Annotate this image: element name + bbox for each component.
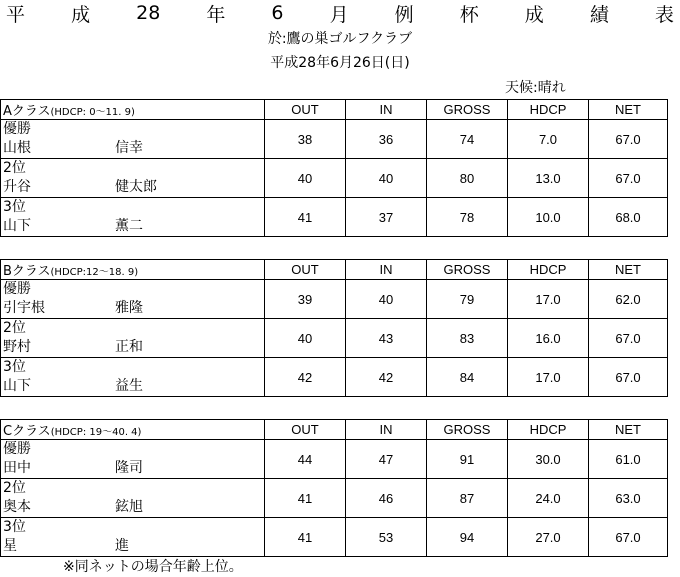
class-label [1,420,265,440]
player-surname: 星 [3,538,17,554]
player-given-name: 益生 [115,378,143,394]
class-hdcp-range: (HDCP: 19〜40. 4) [50,427,142,438]
title-char: 28 [136,2,161,24]
score-net: 62.0 [589,280,668,319]
column-header-in: IN [346,260,427,280]
score-gross: 80 [427,159,508,198]
score-net: 63.0 [589,479,668,518]
class-hdcp-range: (HDCP:12〜18. 9) [50,267,139,278]
score-net: 68.0 [589,198,668,237]
player-cell [1,440,265,479]
player-surname: 山根 [3,140,31,156]
title-char: 績 [589,3,609,26]
score-gross: 78 [427,198,508,237]
column-header-in: IN [346,420,427,440]
title-char: 年 [206,3,226,26]
player-cell [1,159,265,198]
player-name [3,217,264,236]
table-row [1,159,668,198]
score-net: 67.0 [589,159,668,198]
player-name [3,139,264,158]
venue: 於:鷹の巣ゴルフクラブ [267,31,413,47]
player-cell [1,120,265,159]
rank-label: 優勝 [3,281,31,297]
player-surname: 升谷 [3,179,31,195]
player-given-name: 薫二 [115,218,143,234]
rank-label: 3位 [3,359,26,375]
class-c-table-block [0,419,667,557]
score-out: 41 [265,479,346,518]
weather: 天候:晴れ [505,80,566,96]
score-hdcp: 7.0 [508,120,589,159]
score-net: 67.0 [589,518,668,557]
rank-label: 3位 [3,519,26,535]
score-out: 38 [265,120,346,159]
player-cell [1,518,265,557]
footnote: ※同ネットの場合年齢上位。 [63,559,243,575]
player-cell [1,479,265,518]
class-b-table-block [0,259,667,397]
score-in: 43 [346,319,427,358]
title-char: 表 [654,3,674,26]
score-gross: 83 [427,319,508,358]
class-name: Cクラス [3,424,51,439]
title-char: 月 [329,3,349,26]
player-surname: 野村 [3,339,31,355]
score-gross: 87 [427,479,508,518]
score-out: 40 [265,159,346,198]
results-table [0,419,668,557]
player-name [3,178,264,197]
score-out: 39 [265,280,346,319]
player-given-name: 健太郎 [115,179,157,195]
rank-label: 優勝 [3,441,31,457]
score-hdcp: 10.0 [508,198,589,237]
column-header-hdcp: HDCP [508,260,589,280]
player-name [3,377,264,396]
column-header-in: IN [346,100,427,120]
score-hdcp: 13.0 [508,159,589,198]
player-given-name: 正和 [115,339,143,355]
score-gross: 84 [427,358,508,397]
table-row [1,319,668,358]
table-row [1,120,668,159]
player-surname: 田中 [3,460,31,476]
table-row [1,358,668,397]
title-char: 杯 [459,3,479,26]
score-hdcp: 30.0 [508,440,589,479]
player-cell [1,358,265,397]
rank-label: 2位 [3,320,26,336]
score-in: 36 [346,120,427,159]
results-table [0,99,668,237]
score-hdcp: 17.0 [508,280,589,319]
score-in: 40 [346,280,427,319]
score-in: 42 [346,358,427,397]
page-title [6,0,674,26]
column-header-out: OUT [265,100,346,120]
rank-label: 3位 [3,199,26,215]
score-hdcp: 27.0 [508,518,589,557]
title-char: 平 [6,3,26,26]
player-cell [1,319,265,358]
score-hdcp: 24.0 [508,479,589,518]
table-header-row [1,420,668,440]
player-name [3,299,264,318]
column-header-net: NET [589,420,668,440]
score-out: 40 [265,319,346,358]
rank-label: 2位 [3,160,26,176]
title-char: 成 [71,3,91,26]
table-header-row [1,260,668,280]
player-name [3,537,264,556]
score-out: 41 [265,198,346,237]
results-table [0,259,668,397]
score-hdcp: 16.0 [508,319,589,358]
table-row [1,518,668,557]
table-row [1,280,668,319]
player-surname: 山下 [3,218,31,234]
table-row [1,440,668,479]
player-surname: 引宇根 [3,300,45,316]
score-gross: 94 [427,518,508,557]
column-header-gross: GROSS [427,420,508,440]
class-a-table-block [0,99,667,237]
player-given-name: 隆司 [115,460,143,476]
rank-label: 2位 [3,480,26,496]
column-header-net: NET [589,260,668,280]
class-name: Aクラス [3,104,51,119]
score-net: 67.0 [589,319,668,358]
score-in: 47 [346,440,427,479]
rank-label: 優勝 [3,121,31,137]
column-header-hdcp: HDCP [508,100,589,120]
column-header-out: OUT [265,420,346,440]
class-hdcp-range: (HDCP: 0〜11. 9) [50,107,135,118]
player-given-name: 鉉旭 [115,499,143,515]
score-net: 67.0 [589,358,668,397]
column-header-gross: GROSS [427,260,508,280]
score-gross: 91 [427,440,508,479]
score-gross: 79 [427,280,508,319]
table-row [1,479,668,518]
column-header-hdcp: HDCP [508,420,589,440]
class-label [1,260,265,280]
player-name [3,338,264,357]
score-in: 37 [346,198,427,237]
player-given-name: 信幸 [115,140,143,156]
player-name [3,459,264,478]
table-row [1,198,668,237]
player-given-name: 雅隆 [115,300,143,316]
score-hdcp: 17.0 [508,358,589,397]
player-cell [1,198,265,237]
player-given-name: 進 [115,538,129,554]
score-out: 44 [265,440,346,479]
score-out: 42 [265,358,346,397]
score-in: 40 [346,159,427,198]
player-cell [1,280,265,319]
score-gross: 74 [427,120,508,159]
score-in: 53 [346,518,427,557]
title-char: 成 [524,3,544,26]
score-out: 41 [265,518,346,557]
title-char: 例 [394,3,414,26]
table-header-row [1,100,668,120]
score-net: 67.0 [589,120,668,159]
class-label [1,100,265,120]
player-surname: 奥本 [3,499,31,515]
score-net: 61.0 [589,440,668,479]
event-date: 平成28年6月26日(日) [270,55,410,71]
player-surname: 山下 [3,378,31,394]
column-header-out: OUT [265,260,346,280]
title-char: 6 [271,2,284,24]
score-in: 46 [346,479,427,518]
player-name [3,498,264,517]
column-header-gross: GROSS [427,100,508,120]
column-header-net: NET [589,100,668,120]
class-name: Bクラス [3,264,51,279]
